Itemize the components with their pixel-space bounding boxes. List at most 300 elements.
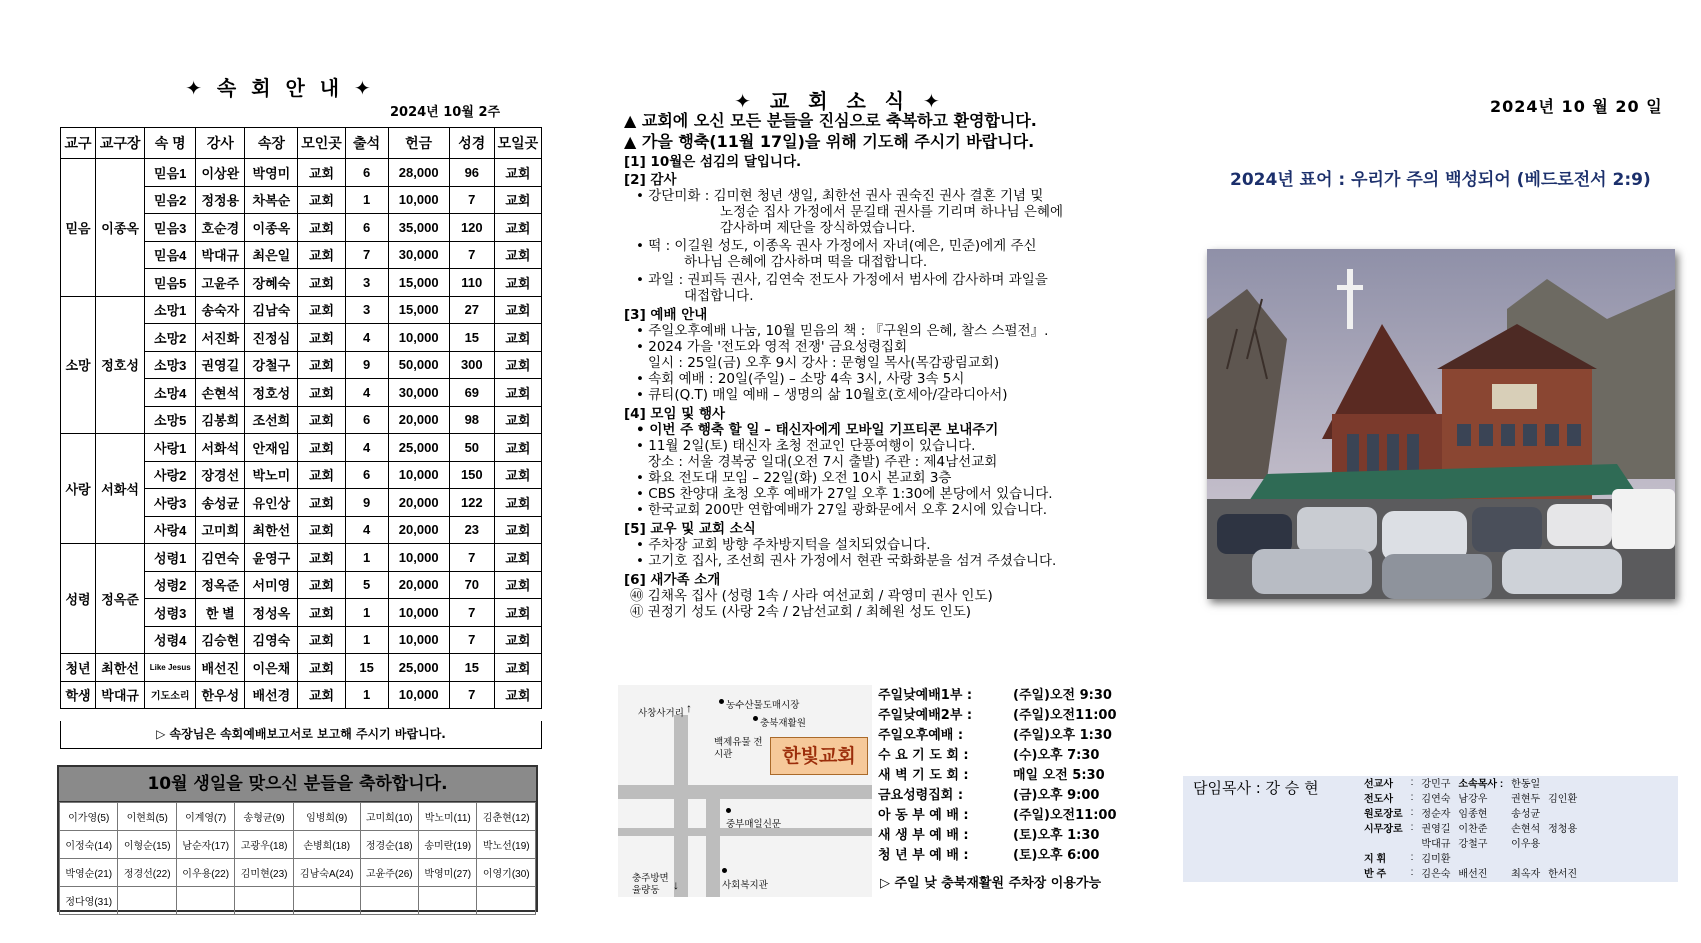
birthday-cell: 고미희(10) xyxy=(360,803,418,831)
worship-service-name: 새 생 부 예 배 : xyxy=(878,827,969,843)
district-cell: 청년 xyxy=(61,654,96,682)
cell-group-table xyxy=(60,127,542,709)
table-cell: 박영미 xyxy=(245,159,298,187)
birthday-cell: 이가영(5) xyxy=(60,803,118,831)
news-item: 감사하며 제단을 장식하였습니다. xyxy=(720,220,916,236)
table-cell: 3 xyxy=(345,269,388,297)
table-cell: 교회 xyxy=(298,351,345,379)
table-cell: 20,000 xyxy=(388,406,449,434)
table-cell: 교회 xyxy=(494,434,541,462)
table-cell: 진정심 xyxy=(245,324,298,352)
news-item: • 2024 가을 '전도와 영적 전쟁' 금요성령집회 xyxy=(636,339,908,355)
table-cell: 교회 xyxy=(298,214,345,242)
table-cell: 서미영 xyxy=(245,571,298,599)
birthday-cell: 김춘현(12) xyxy=(477,803,536,831)
staff-name: 송성균 xyxy=(1511,809,1541,820)
table-cell: 교회 xyxy=(298,516,345,544)
staff-name: 권현두 xyxy=(1511,794,1541,805)
church-location-map xyxy=(618,685,872,897)
table-cell: 7 xyxy=(449,599,494,627)
section-heading: [3] 예배 안내 xyxy=(624,307,708,323)
table-cell: 서진화 xyxy=(196,324,245,352)
table-cell: 교회 xyxy=(298,571,345,599)
district-leader-cell: 서화석 xyxy=(96,434,145,544)
map-arrow-icon: ↓ xyxy=(673,878,679,892)
section-heading: [4] 모임 및 행사 xyxy=(624,406,726,422)
district-leader-cell: 최한선 xyxy=(96,654,145,682)
district-leader-cell: 정옥준 xyxy=(96,544,145,654)
staff-name: : xyxy=(1410,822,1414,833)
table-cell: Like Jesus xyxy=(145,654,196,682)
news-item: • 주일오후예배 나눔, 10월 믿음의 책 : 『구원의 은혜, 찰스 스펄전』. xyxy=(636,323,1049,339)
staff-name: 권영길 xyxy=(1421,824,1451,835)
table-cell: 교회 xyxy=(494,571,541,599)
table-cell: 소망5 xyxy=(145,406,196,434)
table-cell: 교회 xyxy=(494,406,541,434)
table-cell: 교회 xyxy=(494,241,541,269)
table-cell: 10,000 xyxy=(388,626,449,654)
table-cell: 4 xyxy=(345,324,388,352)
column-header: 강사 xyxy=(196,128,245,159)
staff-name: 강철구 xyxy=(1458,839,1488,850)
staff-row xyxy=(1360,790,1581,805)
news-item: 대접합니다. xyxy=(684,288,754,304)
annual-motto: 2024년 표어 : 우리가 주의 백성되어 (베드로전서 2:9) xyxy=(1230,170,1651,190)
news-item: ㊵ 김채옥 집사 (성령 1속 / 사라 여선교회 / 곽영미 권사 인도) xyxy=(630,588,993,604)
table-cell: 한우성 xyxy=(196,681,245,709)
worship-row xyxy=(878,723,1117,743)
district-cell: 성령 xyxy=(61,544,96,654)
column-header: 교구장 xyxy=(96,128,145,159)
birthday-cell xyxy=(360,887,418,915)
worship-row xyxy=(878,803,1117,823)
table-cell: 김승현 xyxy=(196,626,245,654)
worship-service-time: (토)오후 1:30 xyxy=(1013,827,1100,843)
table-cell: 송성균 xyxy=(196,489,245,517)
news-item: • 떡 : 이길원 성도, 이종옥 권사 가정에서 자녀(예은, 민준)에게 주신 xyxy=(636,238,1037,254)
table-cell: 성령4 xyxy=(145,626,196,654)
table-cell: 믿음5 xyxy=(145,269,196,297)
birthday-cell xyxy=(118,887,176,915)
birthday-cell xyxy=(293,887,360,915)
district-cell: 사랑 xyxy=(61,434,96,544)
table-cell: 98 xyxy=(449,406,494,434)
news-item: • 주차장 교회 방향 주차방지턱을 설치되었습니다. xyxy=(636,537,931,553)
staff-role xyxy=(1360,835,1407,850)
birthday-cell: 송미란(19) xyxy=(418,831,476,859)
table-cell: 교회 xyxy=(494,599,541,627)
table-cell: 9 xyxy=(345,351,388,379)
table-cell: 7 xyxy=(449,186,494,214)
table-cell: 김연숙 xyxy=(196,544,245,572)
birthday-cell: 임병희(9) xyxy=(293,803,360,831)
map-label: 사창사거리 xyxy=(638,708,684,719)
table-cell: 1 xyxy=(345,599,388,627)
table-cell: 윤영구 xyxy=(245,544,298,572)
table-cell: 교회 xyxy=(494,379,541,407)
table-cell: 교회 xyxy=(494,186,541,214)
table-cell: 교회 xyxy=(298,379,345,407)
staff-row xyxy=(1360,820,1581,835)
birthday-cell: 송형균(9) xyxy=(235,803,293,831)
district-cell: 소망 xyxy=(61,296,96,434)
table-cell: 교회 xyxy=(494,269,541,297)
table-cell: 교회 xyxy=(494,654,541,682)
table-cell: 교회 xyxy=(298,186,345,214)
table-cell: 35,000 xyxy=(388,214,449,242)
column-header: 헌금 xyxy=(388,128,449,159)
news-item: • 큐티(Q.T) 매일 예배 – 생명의 삶 10월호(호세아/갈라디아서) xyxy=(636,387,1008,403)
worship-service-name: 청 년 부 예 배 : xyxy=(878,847,969,863)
senior-pastor: 담임목사 : 강 승 현 xyxy=(1193,779,1319,797)
table-cell: 교회 xyxy=(298,296,345,324)
news-lead: ▲ 가을 행축(11월 17일)을 위해 기도해 주시기 바랍니다. xyxy=(624,132,1035,151)
bulletin-date: 2024년 10 월 20 일 xyxy=(1490,97,1663,116)
worship-service-time: (주일)오전11:00 xyxy=(1013,807,1117,823)
birthday-row xyxy=(60,887,536,915)
birthday-cell: 이계영(7) xyxy=(176,803,234,831)
table-cell: 7 xyxy=(449,681,494,709)
staff-row xyxy=(1360,865,1581,880)
table-cell: 교회 xyxy=(298,681,345,709)
birthday-cell: 정경순(18) xyxy=(360,831,418,859)
table-cell: 10,000 xyxy=(388,599,449,627)
table-cell: 배선진 xyxy=(196,654,245,682)
table-cell: 기도소리 xyxy=(145,681,196,709)
table-cell: 10,000 xyxy=(388,186,449,214)
staff-name: 임종현 xyxy=(1458,809,1488,820)
staff-name xyxy=(1507,850,1544,865)
worship-service-time: (금)오후 9:00 xyxy=(1013,787,1100,803)
worship-row xyxy=(878,743,1117,763)
table-cell: 교회 xyxy=(494,489,541,517)
table-cell: 믿음3 xyxy=(145,214,196,242)
table-cell: 믿음2 xyxy=(145,186,196,214)
staff-name: 이찬준 xyxy=(1458,824,1488,835)
church-map-label: 한빛교회 xyxy=(770,737,868,775)
table-cell: 교회 xyxy=(298,269,345,297)
table-cell: 교회 xyxy=(298,489,345,517)
table-cell: 권영길 xyxy=(196,351,245,379)
table-cell: 70 xyxy=(449,571,494,599)
birthday-cell: 고윤주(26) xyxy=(360,859,418,887)
table-cell: 교회 xyxy=(494,516,541,544)
table-cell: 1 xyxy=(345,186,388,214)
staff-name: 정순자 xyxy=(1421,809,1451,820)
table-cell: 교회 xyxy=(494,461,541,489)
staff-role: 반 주 xyxy=(1364,869,1387,880)
birthday-cell: 박노미(11) xyxy=(418,803,476,831)
table-row xyxy=(61,296,542,324)
table-cell: 25,000 xyxy=(388,434,449,462)
birthday-row xyxy=(60,803,536,831)
table-cell: 4 xyxy=(345,434,388,462)
column-header: 모인곳 xyxy=(298,128,345,159)
worship-row xyxy=(878,763,1117,783)
table-cell: 10,000 xyxy=(388,324,449,352)
table-cell: 소망1 xyxy=(145,296,196,324)
table-cell: 15,000 xyxy=(388,269,449,297)
district-cell: 믿음 xyxy=(61,159,96,297)
birthday-row xyxy=(60,831,536,859)
table-cell: 박노미 xyxy=(245,461,298,489)
district-leader-cell: 이종옥 xyxy=(96,159,145,297)
table-cell: 믿음1 xyxy=(145,159,196,187)
birthday-cell xyxy=(176,887,234,915)
table-cell: 28,000 xyxy=(388,159,449,187)
table-cell: 강철구 xyxy=(245,351,298,379)
table-cell: 50 xyxy=(449,434,494,462)
table-cell: 4 xyxy=(345,516,388,544)
table-cell: 23 xyxy=(449,516,494,544)
table-cell: 15 xyxy=(345,654,388,682)
staff-name xyxy=(1407,835,1418,850)
table-cell: 최한선 xyxy=(245,516,298,544)
district-leader-cell: 박대규 xyxy=(96,681,145,709)
news-item: • 이번 주 행축 할 일 – 태신자에게 모바일 기프티콘 보내주기 xyxy=(636,422,999,438)
birthday-cell: 이현희(5) xyxy=(118,803,176,831)
worship-service-name: 주일낮예배1부 : xyxy=(878,687,973,703)
table-cell: 배선경 xyxy=(245,681,298,709)
map-road xyxy=(618,785,872,799)
column-header: 교구 xyxy=(61,128,96,159)
birthday-cell: 박노선(19) xyxy=(477,831,536,859)
birthday-cell: 박영미(27) xyxy=(418,859,476,887)
staff-name xyxy=(1454,850,1507,865)
worship-row xyxy=(878,843,1117,863)
table-cell: 송숙자 xyxy=(196,296,245,324)
staff-name: 정청용 xyxy=(1548,824,1578,835)
table-cell: 교회 xyxy=(298,544,345,572)
table-cell: 소망3 xyxy=(145,351,196,379)
worship-row xyxy=(878,703,1117,723)
worship-service-time: 매일 오전 5:30 xyxy=(1013,767,1105,783)
table-cell: 교회 xyxy=(298,406,345,434)
worship-table xyxy=(878,683,1117,863)
table-cell: 6 xyxy=(345,461,388,489)
staff-table xyxy=(1360,775,1581,880)
table-cell: 사랑4 xyxy=(145,516,196,544)
staff-name: 김은숙 xyxy=(1421,869,1451,880)
table-cell: 이은채 xyxy=(245,654,298,682)
table-cell: 장혜숙 xyxy=(245,269,298,297)
worship-service-time: (주일)오전 9:30 xyxy=(1013,687,1112,703)
table-cell: 120 xyxy=(449,214,494,242)
birthday-title: 10월 생일을 맞으신 분들을 축하합니다. xyxy=(59,767,536,802)
column-header: 모일곳 xyxy=(494,128,541,159)
birthday-cell: 손병희(18) xyxy=(293,831,360,859)
table-cell: 1 xyxy=(345,626,388,654)
news-item: 노정순 집사 가정에서 문길태 권사를 기리며 하나님 은혜에 xyxy=(720,204,1064,220)
table-cell: 교회 xyxy=(494,544,541,572)
worship-service-name: 주일낮예배2부 : xyxy=(878,707,973,723)
table-cell: 차복순 xyxy=(245,186,298,214)
table-cell: 소망2 xyxy=(145,324,196,352)
birthday-cell: 남순자(17) xyxy=(176,831,234,859)
map-label: 백제유물 전시관 xyxy=(714,737,763,760)
table-cell: 15 xyxy=(449,654,494,682)
table-cell: 호순경 xyxy=(196,214,245,242)
table-cell: 50,000 xyxy=(388,351,449,379)
table-cell: 122 xyxy=(449,489,494,517)
section-heading: [1] 10월은 섬김의 달입니다. xyxy=(624,154,802,170)
table-cell: 이종옥 xyxy=(245,214,298,242)
news-item: ㊶ 권정기 성도 (사랑 2속 / 2남선교회 / 최혜원 성도 인도) xyxy=(630,604,971,620)
news-item: 장소 : 서울 경복궁 일대(오전 7시 출발) 주관 : 제4남선교회 xyxy=(648,454,998,470)
table-cell: 교회 xyxy=(494,351,541,379)
table-cell: 교회 xyxy=(298,241,345,269)
table-cell: 10,000 xyxy=(388,544,449,572)
news-item: • 속회 예배 : 20일(주일) – 소망 4속 3시, 사랑 3속 5시 xyxy=(636,371,965,387)
table-cell: 소망4 xyxy=(145,379,196,407)
table-cell: 교회 xyxy=(298,626,345,654)
table-row xyxy=(61,681,542,709)
table-cell: 서화석 xyxy=(196,434,245,462)
worship-service-name: 새 벽 기 도 회 : xyxy=(878,767,969,783)
table-cell: 교회 xyxy=(494,296,541,324)
worship-service-time: (주일)오전11:00 xyxy=(1013,707,1117,723)
news-item: • 11월 2일(토) 태신자 초청 전교인 단풍여행이 있습니다. xyxy=(636,438,976,454)
birthday-cell: 정다영(31) xyxy=(60,887,118,915)
staff-role: 전도사 xyxy=(1364,794,1393,805)
table-cell: 믿음4 xyxy=(145,241,196,269)
church-photo-illustration xyxy=(1207,249,1675,599)
staff-name: 김연숙 xyxy=(1421,794,1451,805)
table-cell: 30,000 xyxy=(388,379,449,407)
table-cell: 정호성 xyxy=(245,379,298,407)
table-cell: 교회 xyxy=(298,159,345,187)
table-cell: 96 xyxy=(449,159,494,187)
table-cell: 정성옥 xyxy=(245,599,298,627)
table-cell: 사랑1 xyxy=(145,434,196,462)
section-heading: [2] 감사 xyxy=(624,172,677,188)
staff-role: 선교사 xyxy=(1364,779,1393,790)
table-cell: 장경선 xyxy=(196,461,245,489)
table-cell: 1 xyxy=(345,544,388,572)
column-header: 속장 xyxy=(245,128,298,159)
table-cell: 교회 xyxy=(494,626,541,654)
table-cell: 성령3 xyxy=(145,599,196,627)
table-cell: 1 xyxy=(345,681,388,709)
worship-schedule xyxy=(878,683,1118,863)
staff-role: 지 휘 xyxy=(1364,854,1387,865)
map-label: 충주방면 율량동 xyxy=(632,873,669,896)
table-cell: 7 xyxy=(449,626,494,654)
table-row xyxy=(61,434,542,462)
staff-name xyxy=(1544,850,1581,865)
staff-name: 소속목사 : xyxy=(1458,779,1504,790)
birthday-cell: 김미현(23) xyxy=(235,859,293,887)
map-road xyxy=(706,785,720,897)
table-cell: 15,000 xyxy=(388,296,449,324)
table-row xyxy=(61,159,542,187)
birthday-cell: 이우용(22) xyxy=(176,859,234,887)
table-cell: 유인상 xyxy=(245,489,298,517)
news-item: • 한국교회 200만 연합예배가 27일 광화문에서 오후 2시에 있습니다. xyxy=(636,502,1048,518)
staff-name xyxy=(1544,805,1581,820)
birthday-cell: 정경선(22) xyxy=(118,859,176,887)
worship-service-name: 주일오후예배 : xyxy=(878,727,964,743)
table-cell: 성령2 xyxy=(145,571,196,599)
staff-name: 한동일 xyxy=(1511,779,1541,790)
table-cell: 최은일 xyxy=(245,241,298,269)
birthday-table xyxy=(59,802,536,915)
news-item: • 과일 : 권피득 권사, 김연숙 전도사 가정에서 범사에 감사하며 과일을 xyxy=(636,272,1048,288)
table-cell: 20,000 xyxy=(388,489,449,517)
staff-name: 김인환 xyxy=(1548,794,1578,805)
table-row xyxy=(61,654,542,682)
worship-row xyxy=(878,823,1117,843)
map-marker-icon xyxy=(719,699,724,704)
birthday-cell: 박영순(21) xyxy=(60,859,118,887)
news-item: 일시 : 25일(금) 오후 9시 강사 : 문형일 목사(목감광림교회) xyxy=(648,355,1000,371)
table-cell: 7 xyxy=(449,241,494,269)
cell-guide-date: 2024년 10월 2주 xyxy=(390,105,501,120)
map-label: 농수산물도매시장 xyxy=(726,700,800,711)
cell-table-body xyxy=(61,159,542,709)
staff-name: 김미환 xyxy=(1421,854,1451,865)
worship-service-name: 금요성령집회 : xyxy=(878,787,964,803)
staff-name xyxy=(1544,835,1581,850)
table-cell: 사랑2 xyxy=(145,461,196,489)
staff-name: 박대규 xyxy=(1421,839,1451,850)
church-news-content xyxy=(624,110,1124,620)
birthday-cell: 김남숙A(24) xyxy=(293,859,360,887)
table-cell: 교회 xyxy=(298,461,345,489)
table-cell: 교회 xyxy=(298,654,345,682)
table-header-row xyxy=(61,128,542,159)
column-header: 성경 xyxy=(449,128,494,159)
staff-name: : xyxy=(1410,852,1414,863)
birthday-cell: 이정숙(14) xyxy=(60,831,118,859)
table-cell: 성령1 xyxy=(145,544,196,572)
birthday-cell: 이영기(30) xyxy=(477,859,536,887)
table-cell: 7 xyxy=(345,241,388,269)
news-item: • CBS 찬양대 초청 오후 예배가 27일 오후 1:30에 본당에서 있습니다. xyxy=(636,486,1053,502)
table-cell: 교회 xyxy=(494,159,541,187)
staff-name: 강민구 xyxy=(1421,779,1451,790)
table-cell: 교회 xyxy=(298,599,345,627)
birthday-cell: 이형순(15) xyxy=(118,831,176,859)
table-cell: 30,000 xyxy=(388,241,449,269)
table-cell: 6 xyxy=(345,406,388,434)
table-cell: 6 xyxy=(345,159,388,187)
table-cell: 25,000 xyxy=(388,654,449,682)
news-lead: ▲ 교회에 오신 모든 분들을 진심으로 축복하고 환영합니다. xyxy=(624,111,1037,130)
birthday-cell: 고광우(18) xyxy=(235,831,293,859)
map-label: 충북재활원 xyxy=(760,718,806,729)
table-cell: 조선희 xyxy=(245,406,298,434)
map-label: 사회복지관 xyxy=(722,880,768,891)
table-cell: 10,000 xyxy=(388,461,449,489)
table-cell: 15 xyxy=(449,324,494,352)
news-item: • 화요 전도대 모임 – 22일(화) 오전 10시 본교회 3층 xyxy=(636,470,952,486)
table-cell: 3 xyxy=(345,296,388,324)
table-cell: 교회 xyxy=(494,214,541,242)
staff-row xyxy=(1360,850,1581,865)
table-cell: 김남숙 xyxy=(245,296,298,324)
cell-report-note: ▷ 속장님은 속회예배보고서로 보고해 주시기 바랍니다. xyxy=(60,721,542,749)
table-cell: 27 xyxy=(449,296,494,324)
birthday-cell xyxy=(418,887,476,915)
news-item: • 강단미화 : 김미현 청년 생일, 최한선 권사 권숙진 권사 결혼 기념 및 xyxy=(636,188,1044,204)
table-cell: 300 xyxy=(449,351,494,379)
staff-name: : xyxy=(1410,807,1414,818)
church-news-title: ✦ 교 회 소 식 ✦ xyxy=(734,89,946,113)
map-label: 중부매일신문 xyxy=(726,819,782,830)
staff-name: : xyxy=(1410,792,1414,803)
table-cell: 교회 xyxy=(494,681,541,709)
